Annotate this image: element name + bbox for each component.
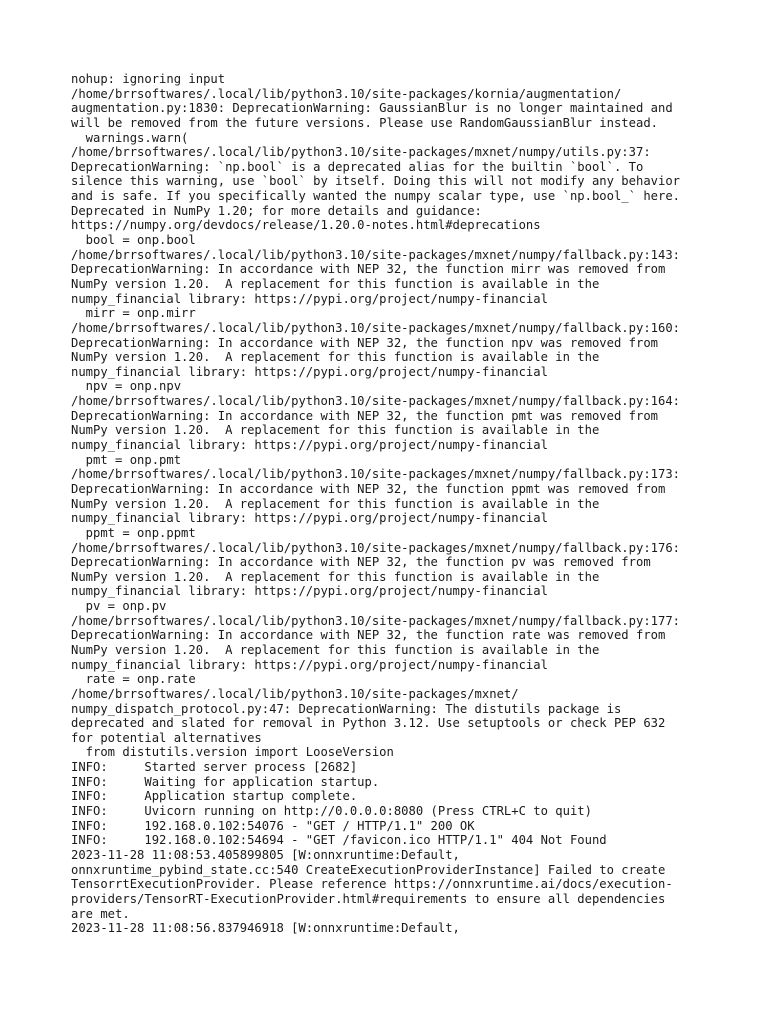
log-line: for potential alternatives: [71, 730, 262, 745]
log-line: numpy_financial library: https://pypi.org/project/numpy-financial: [71, 291, 548, 306]
log-line: INFO: Application startup complete.: [71, 789, 358, 804]
log-line: DeprecationWarning: In accordance with NEP 32, the function rate was removed from: [71, 628, 666, 643]
log-line: INFO: 192.168.0.102:54694 - "GET /favicon.ico HTTP/1.1" 404 Not Found: [71, 833, 607, 848]
log-line: augmentation.py:1830: DeprecationWarning: GaussianBlur is no longer maintained and: [71, 101, 673, 116]
log-line: DeprecationWarning: In accordance with NEP 32, the function pmt was removed from: [71, 408, 658, 423]
log-line: 2023-11-28 11:08:53.405899805 [W:onnxruntime:Default,: [71, 847, 460, 862]
log-line: and is safe. If you specifically wanted the numpy scalar type, use `np.bool_` here.: [71, 189, 681, 204]
log-line: /home/brrsoftwares/.local/lib/python3.10/site-packages/mxnet/numpy/fallback.py:143:: [71, 247, 681, 262]
log-line: nohup: ignoring input: [71, 72, 226, 86]
log-line: numpy_financial library: https://pypi.org/project/numpy-financial: [71, 584, 548, 599]
log-line: /home/brrsoftwares/.local/lib/python3.10/site-packages/mxnet/numpy/fallback.py:177:: [71, 613, 681, 628]
log-line: numpy_financial library: https://pypi.org/project/numpy-financial: [71, 657, 548, 672]
log-line: from distutils.version import LooseVersion: [71, 745, 394, 760]
log-line: /home/brrsoftwares/.local/lib/python3.10/site-packages/mxnet/numpy/fallback.py:164:: [71, 394, 681, 409]
log-line: /home/brrsoftwares/.local/lib/python3.10/site-packages/mxnet/: [71, 686, 519, 701]
log-line: pv = onp.pv: [71, 599, 167, 614]
log-line: npv = onp.npv: [71, 379, 182, 394]
log-line: /home/brrsoftwares/.local/lib/python3.10/site-packages/kornia/augmentation/: [71, 86, 622, 101]
log-line: warnings.warn(: [71, 130, 189, 145]
log-line: Deprecated in NumPy 1.20; for more details and guidance:: [71, 203, 482, 218]
log-line: /home/brrsoftwares/.local/lib/python3.10/site-packages/mxnet/numpy/fallback.py:176:: [71, 540, 681, 555]
log-line: are met.: [71, 906, 130, 921]
log-line: NumPy version 1.20. A replacement for this function is available in the: [71, 423, 600, 438]
log-line: NumPy version 1.20. A replacement for this function is available in the: [71, 276, 600, 291]
log-line: DeprecationWarning: In accordance with NEP 32, the function pv was removed from: [71, 555, 651, 570]
log-line: mirr = onp.mirr: [71, 306, 196, 321]
log-line: INFO: Started server process [2682]: [71, 760, 358, 775]
log-line: 2023-11-28 11:08:56.837946918 [W:onnxruntime:Default,: [71, 921, 460, 936]
log-line: NumPy version 1.20. A replacement for this function is available in the: [71, 496, 600, 511]
log-line: deprecated and slated for removal in Python 3.12. Use setuptools or check PEP 632: [71, 716, 666, 731]
log-line: bool = onp.bool: [71, 233, 196, 248]
log-line: NumPy version 1.20. A replacement for this function is available in the: [71, 350, 600, 365]
log-line: DeprecationWarning: In accordance with NEP 32, the function npv was removed from: [71, 335, 658, 350]
log-line: pmt = onp.pmt: [71, 452, 182, 467]
log-line: NumPy version 1.20. A replacement for this function is available in the: [71, 642, 600, 657]
log-line: ppmt = onp.ppmt: [71, 525, 196, 540]
log-line: will be removed from the future versions. Please use RandomGaussianBlur instead.: [71, 115, 658, 130]
log-line: providers/TensorRT-ExecutionProvider.html#requirements to ensure all dependencies: [71, 891, 666, 906]
log-line: /home/brrsoftwares/.local/lib/python3.10/site-packages/mxnet/numpy/fallback.py:173:: [71, 467, 681, 482]
log-line: onnxruntime_pybind_state.cc:540 CreateExecutionProviderInstance] Failed to create: [71, 862, 666, 877]
log-line: INFO: Waiting for application startup.: [71, 774, 380, 789]
log-line: rate = onp.rate: [71, 672, 196, 687]
log-line: INFO: Uvicorn running on http://0.0.0.0:8080 (Press CTRL+C to quit): [71, 804, 592, 819]
log-line: numpy_financial library: https://pypi.org/project/numpy-financial: [71, 511, 548, 526]
log-line: silence this warning, use `bool` by itself. Doing this will not modify any behavior: [71, 174, 681, 189]
log-line: NumPy version 1.20. A replacement for this function is available in the: [71, 569, 600, 584]
log-line: numpy_financial library: https://pypi.org/project/numpy-financial: [71, 364, 548, 379]
log-line: /home/brrsoftwares/.local/lib/python3.10/site-packages/mxnet/numpy/utils.py:37:: [71, 145, 651, 160]
log-line: DeprecationWarning: In accordance with NEP 32, the function mirr was removed from: [71, 262, 666, 277]
log-line: INFO: 192.168.0.102:54076 - "GET / HTTP/1.1" 200 OK: [71, 818, 475, 833]
log-line: DeprecationWarning: `np.bool` is a deprecated alias for the builtin `bool`. To: [71, 159, 644, 174]
log-line: DeprecationWarning: In accordance with NEP 32, the function ppmt was removed from: [71, 481, 666, 496]
log-line: numpy_dispatch_protocol.py:47: DeprecationWarning: The distutils package is: [71, 701, 622, 716]
log-output: [71, 72, 728, 936]
log-line: numpy_financial library: https://pypi.org/project/numpy-financial: [71, 438, 548, 453]
log-line: TensorrtExecutionProvider. Please reference https://onnxruntime.ai/docs/execution-: [71, 877, 673, 892]
log-line: /home/brrsoftwares/.local/lib/python3.10/site-packages/mxnet/numpy/fallback.py:160:: [71, 320, 681, 335]
log-line: https://numpy.org/devdocs/release/1.20.0-notes.html#deprecations: [71, 218, 541, 233]
